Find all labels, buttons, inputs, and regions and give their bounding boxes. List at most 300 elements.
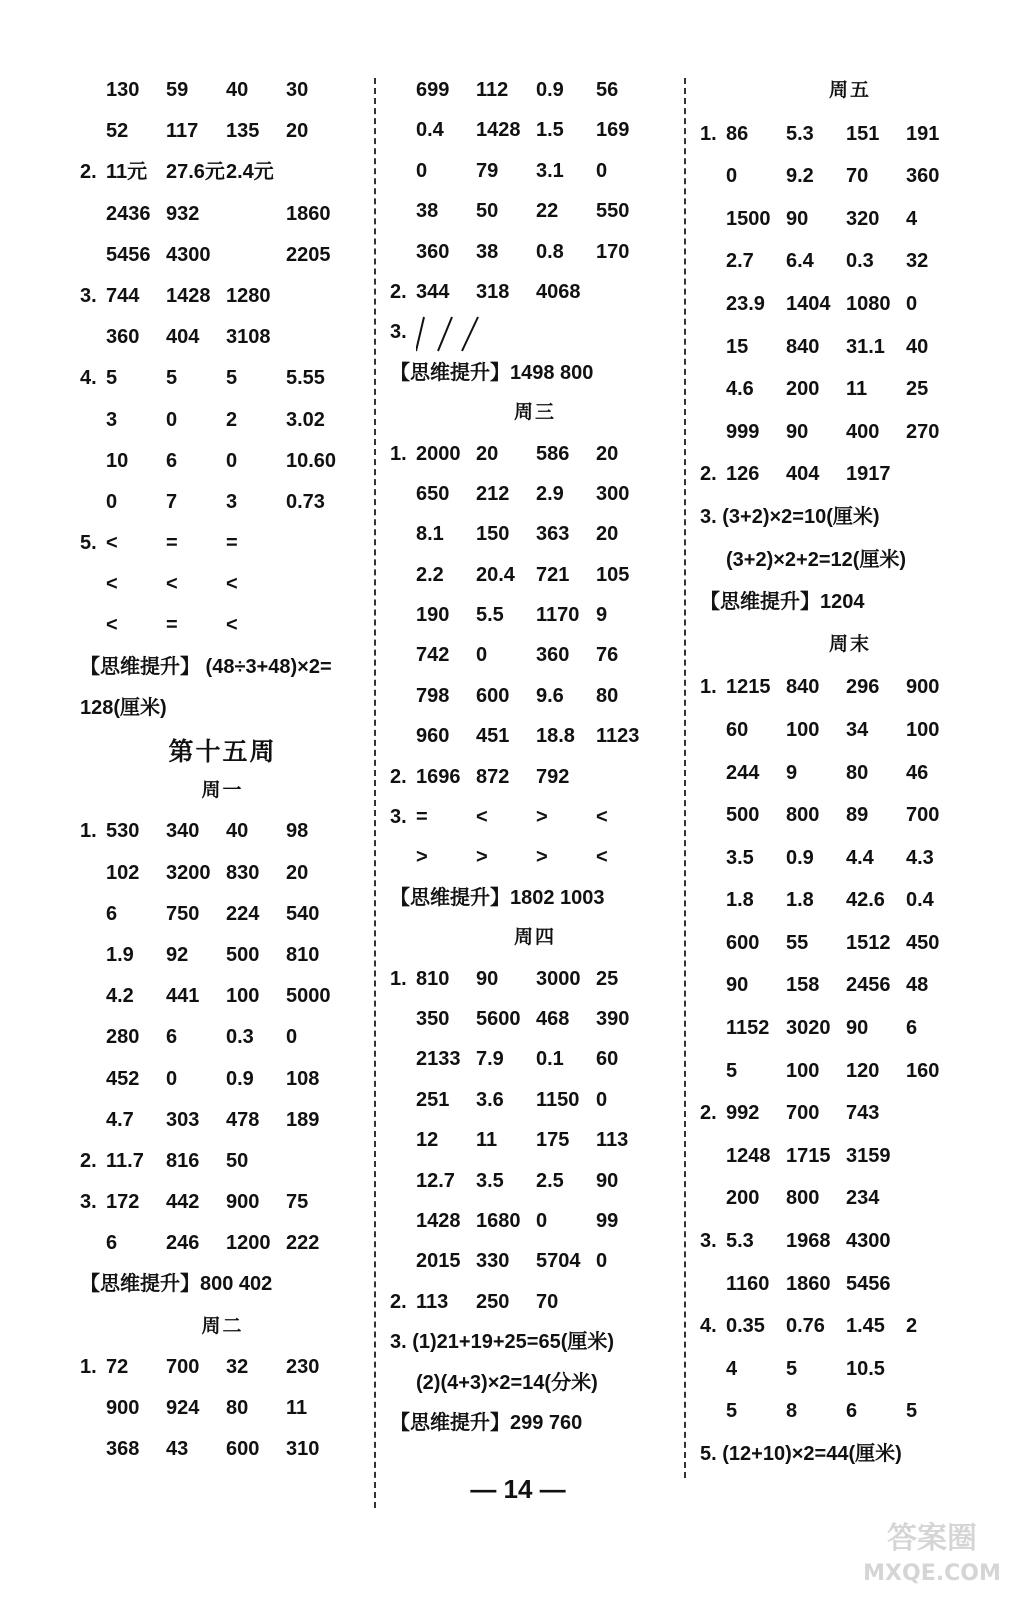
answer-value: 251 (416, 1088, 450, 1111)
answer-value: 0 (726, 165, 738, 188)
answer-value: 744 (106, 284, 140, 307)
answer-value: 60 (726, 718, 749, 741)
answer-row (700, 368, 1000, 411)
answer-value: 230 (286, 1355, 320, 1378)
answer-value: 1428 (476, 119, 521, 142)
answer-value: 3.5 (476, 1169, 504, 1192)
question-number: 4. (700, 1315, 717, 1338)
answer-value: 600 (476, 684, 510, 707)
answer-value: 7 (166, 490, 178, 513)
answer-value: 38 (476, 240, 499, 263)
answer-value: 31.1 (846, 335, 885, 358)
answer-value: 1.5 (536, 119, 564, 142)
answer-row (80, 441, 365, 482)
answer-row (390, 676, 680, 716)
answer-row (700, 411, 1000, 454)
question-number: 2. (700, 463, 717, 486)
answer-row (700, 326, 1000, 369)
answer-value: = (166, 614, 178, 637)
sketch-line (462, 317, 478, 351)
answer-value: 0.3 (846, 250, 874, 273)
answer-value: 23.9 (726, 292, 765, 315)
answer-value: 120 (846, 1059, 880, 1082)
answer-text-line: 【思维提升】1802 1003 (390, 886, 605, 909)
answer-value: 3000 (536, 967, 581, 990)
answer-value: 11元 (106, 161, 148, 184)
answer-value: 800 (786, 1187, 820, 1210)
answer-value: 1150 (536, 1088, 580, 1111)
answer-row (700, 1263, 1000, 1306)
answer-value: 1500 (726, 207, 771, 230)
question-number: 1. (80, 1355, 97, 1378)
answer-value: < (476, 806, 488, 829)
answer-value: 10.5 (846, 1357, 885, 1380)
answer-value: 2456 (846, 974, 891, 997)
answer-value: 360 (106, 326, 140, 349)
answer-value: 992 (726, 1102, 760, 1125)
question-number: 2. (390, 1290, 407, 1313)
answer-value: 2.4元 (226, 161, 274, 184)
answer-value: 0 (476, 644, 488, 667)
answer-value: 5704 (536, 1250, 581, 1273)
answer-value: 320 (846, 207, 880, 230)
answer-value: 10 (106, 449, 129, 472)
answer-value: 1.8 (726, 889, 754, 912)
answer-value: 0 (166, 1067, 178, 1090)
answer-value: 56 (596, 79, 619, 101)
answer-value: 452 (106, 1067, 140, 1090)
question-number: 2. (80, 161, 97, 184)
answer-value: 98 (286, 820, 309, 843)
answer-value: 55 (786, 931, 809, 954)
answer-value: 0.9 (536, 79, 564, 101)
answer-value: 1680 (476, 1209, 521, 1232)
answer-value: 43 (166, 1438, 189, 1461)
answer-value: 1404 (786, 292, 831, 315)
answer-row (80, 358, 365, 399)
watermark-logo (842, 1510, 1022, 1590)
answer-value: < (596, 846, 608, 869)
answer-value: 2436 (106, 202, 151, 225)
answer-value: 344 (416, 280, 450, 303)
answer-row (80, 1100, 365, 1141)
answer-value: 0.4 (906, 889, 934, 912)
question-number: 3. (80, 284, 97, 307)
answer-value: 191 (906, 122, 940, 145)
answer-value: 830 (226, 861, 260, 884)
answer-value: 540 (286, 902, 320, 925)
answer-value: 6 (906, 1017, 918, 1040)
answer-value: < (596, 806, 608, 829)
answer-row (80, 1388, 365, 1429)
column-divider (374, 78, 376, 1508)
answer-value: 350 (416, 1007, 450, 1030)
answer-value: 900 (106, 1397, 140, 1419)
answer-text-line: 【思维提升】800 402 (80, 1273, 273, 1296)
answer-value: 9.6 (536, 684, 564, 707)
answer-row (390, 272, 680, 312)
answer-value: 586 (536, 442, 570, 465)
answer-row (80, 1141, 365, 1182)
answer-row (80, 853, 365, 894)
answer-row (390, 191, 680, 231)
answer-row (80, 564, 365, 605)
answer-value: 59 (166, 79, 189, 101)
answer-value: 12 (416, 1129, 439, 1152)
answer-value: 5 (166, 367, 178, 390)
answer-value: 0.4 (416, 119, 444, 142)
answer-row (700, 794, 1000, 837)
answer-row (80, 111, 365, 152)
answer-row (80, 935, 365, 976)
question-number: 1. (700, 676, 717, 699)
watermark-logo-text: 答案圈 (887, 1521, 977, 1556)
answer-text-line: 【思维提升】299 760 (390, 1411, 583, 1434)
answer-value: > (536, 846, 548, 869)
answer-value: 798 (416, 684, 450, 707)
answer-value: 303 (166, 1108, 200, 1131)
answer-value: 1170 (536, 604, 580, 627)
answer-value: 0.73 (286, 490, 325, 513)
answer-value: 810 (286, 943, 320, 966)
answer-row (700, 666, 1000, 709)
answer-value: 5 (786, 1357, 798, 1380)
day-heading: 周末 (828, 633, 871, 655)
answer-value: > (416, 846, 428, 869)
answer-value: > (476, 846, 488, 869)
answer-value: 1860 (286, 202, 331, 225)
answer-value: 90 (596, 1169, 619, 1192)
answer-value: 4300 (166, 243, 211, 266)
answer-value: 2 (906, 1315, 918, 1338)
answer-value: 1248 (726, 1144, 771, 1167)
answer-value: 11 (286, 1397, 308, 1419)
answer-row (700, 283, 1000, 326)
answer-value: 76 (596, 644, 619, 667)
answer-value: < (106, 614, 118, 637)
answer-value: 390 (596, 1007, 630, 1030)
answer-value: 550 (596, 200, 630, 223)
question-number: 1. (390, 442, 407, 465)
answer-value: 20 (286, 120, 309, 143)
answer-value: 112 (476, 79, 509, 101)
answer-value: 189 (286, 1108, 320, 1131)
answer-row (390, 70, 680, 110)
answer-row (80, 194, 365, 235)
answer-row (80, 1017, 365, 1058)
answer-value: 224 (226, 902, 260, 925)
answer-row (390, 151, 680, 191)
answer-text-line: (2)(4+3)×2=14(分米) (416, 1371, 598, 1394)
answer-value: 1.45 (846, 1315, 885, 1338)
answer-column-left (80, 70, 365, 1470)
answer-value: 5 (106, 367, 118, 390)
answer-value: 1428 (416, 1209, 461, 1232)
answer-value: 451 (476, 725, 510, 748)
answer-value: 5456 (106, 243, 151, 266)
answer-value: 130 (106, 79, 140, 101)
answer-value: 9 (786, 761, 798, 784)
answer-value: 32 (226, 1355, 249, 1378)
answer-row (390, 1080, 680, 1120)
answer-value: 3.5 (726, 846, 754, 869)
answer-value: 5 (726, 1400, 738, 1423)
answer-value: 404 (786, 463, 820, 486)
answer-row (80, 811, 365, 852)
answer-value: = (226, 532, 238, 555)
answer-value: 20 (596, 442, 619, 465)
answer-row (390, 595, 680, 635)
answer-value: 79 (476, 159, 499, 182)
answer-value: > (536, 806, 548, 829)
answer-value: 10.60 (286, 449, 337, 472)
line-sketch-row (390, 312, 680, 352)
answer-value: 7.9 (476, 1048, 504, 1071)
answer-value: 150 (476, 523, 510, 546)
answer-row (700, 1007, 1000, 1050)
answer-value: 1715 (786, 1144, 831, 1167)
answer-value: 2.2 (416, 563, 444, 586)
answer-value: 840 (786, 676, 820, 699)
answer-value: < (226, 614, 238, 637)
answer-row (700, 1348, 1000, 1391)
answer-value: 52 (106, 120, 129, 143)
answer-value: 330 (476, 1250, 510, 1273)
answer-value: 80 (846, 761, 869, 784)
answer-value: 117 (166, 120, 199, 143)
answer-value: 872 (476, 765, 510, 788)
answer-value: 108 (286, 1067, 320, 1090)
answer-value: 92 (166, 943, 189, 966)
answer-value: 600 (226, 1438, 260, 1461)
line-sketch-figure (416, 311, 496, 355)
answer-value: 4.4 (846, 846, 874, 869)
question-number: 3. (390, 806, 407, 829)
answer-value: 5 (226, 367, 238, 390)
answer-row (700, 1092, 1000, 1135)
answer-value: 4.2 (106, 985, 134, 1008)
answer-value: 113 (416, 1290, 449, 1313)
answer-value: 300 (596, 482, 630, 505)
answer-value: 113 (596, 1129, 629, 1152)
answer-row (80, 894, 365, 935)
answer-value: 1968 (786, 1230, 831, 1253)
answer-row (700, 1135, 1000, 1178)
answer-value: 500 (226, 943, 260, 966)
answer-value: = (416, 806, 428, 829)
answer-value: 80 (596, 684, 619, 707)
answer-value: 70 (846, 165, 869, 188)
answer-value: 46 (906, 761, 929, 784)
sketch-line (416, 317, 424, 351)
answer-value: 60 (596, 1048, 619, 1071)
answer-value: 48 (906, 974, 929, 997)
answer-value: 810 (416, 967, 450, 990)
answer-value: 700 (906, 804, 940, 827)
answer-value: 90 (786, 420, 809, 443)
answer-value: 20 (476, 442, 499, 465)
answer-value: 270 (906, 420, 940, 443)
question-number: 1. (80, 820, 97, 843)
answer-row (700, 240, 1000, 283)
answer-value: 8 (786, 1400, 798, 1423)
answer-value: 8.1 (416, 523, 444, 546)
answer-value: 160 (906, 1059, 940, 1082)
answer-value: 1512 (846, 931, 891, 954)
answer-row (390, 232, 680, 272)
answer-row (390, 1282, 680, 1322)
answer-value: 0.76 (786, 1315, 825, 1338)
answer-value: 360 (536, 644, 570, 667)
answer-row (390, 757, 680, 797)
answer-value: 42.6 (846, 889, 885, 912)
answer-value: 700 (786, 1102, 820, 1125)
answer-value: 200 (786, 378, 820, 401)
answer-row (390, 959, 680, 999)
answer-value: 6 (166, 449, 178, 472)
answer-value: 6 (846, 1400, 858, 1423)
answer-value: 158 (786, 974, 820, 997)
answer-value: 816 (166, 1149, 200, 1172)
answer-row (700, 1177, 1000, 1220)
answer-row (700, 879, 1000, 922)
answer-value: < (166, 573, 178, 596)
answer-value: 6 (166, 1026, 178, 1049)
answer-value: 40 (226, 820, 249, 843)
answer-value: 40 (226, 79, 249, 101)
answer-row (80, 276, 365, 317)
answer-value: 90 (476, 967, 499, 990)
answer-value: 0.9 (226, 1067, 254, 1090)
answer-row (80, 1347, 365, 1388)
answer-value: < (106, 573, 118, 596)
answer-value: 932 (166, 202, 200, 225)
answer-value: 0.9 (786, 846, 814, 869)
answer-value: 340 (166, 820, 200, 843)
answer-value: 4.7 (106, 1108, 134, 1131)
answer-value: 280 (106, 1026, 140, 1049)
answer-value: 0 (536, 1209, 548, 1232)
answer-value: 742 (416, 644, 450, 667)
answer-value: 1280 (226, 284, 271, 307)
answer-row (700, 453, 1000, 496)
answer-value: 190 (416, 604, 450, 627)
answer-value: 90 (786, 207, 809, 230)
answer-value: 5.3 (786, 122, 814, 145)
day-heading: 周一 (201, 780, 244, 802)
answer-column-right (700, 70, 1000, 1476)
answer-value: 4 (726, 1357, 738, 1380)
day-heading: 周二 (201, 1315, 244, 1337)
question-number: 3. (700, 1230, 717, 1253)
answer-value: 0.1 (536, 1048, 564, 1071)
answer-row (390, 514, 680, 554)
answer-value: 100 (786, 1059, 820, 1082)
answer-value: 4300 (846, 1230, 891, 1253)
answer-value: 960 (416, 725, 450, 748)
day-heading: 周五 (828, 80, 871, 101)
answer-value: 600 (726, 931, 760, 954)
answer-value: 1123 (596, 725, 640, 748)
answer-text-line: 【思维提升】1498 800 (390, 361, 594, 384)
answer-value: 40 (906, 335, 929, 358)
week-heading: 第十五周 (168, 739, 277, 766)
answer-value: 468 (536, 1007, 570, 1030)
answer-value: 169 (596, 119, 630, 142)
answer-text-line: 3. (1)21+19+25=65(厘米) (390, 1331, 615, 1354)
answer-text-line: 3. (3+2)×2=10(厘米) (700, 505, 880, 528)
question-number: 2. (700, 1102, 717, 1125)
question-number: 1. (700, 122, 717, 145)
answer-row (390, 474, 680, 514)
column-divider (684, 78, 686, 1478)
answer-value: 175 (536, 1129, 570, 1152)
answer-value: 3.6 (476, 1088, 504, 1111)
answer-value: 296 (846, 676, 880, 699)
answer-value: 11 (476, 1129, 498, 1152)
answer-value: 3.1 (536, 159, 564, 182)
answer-value: 75 (286, 1191, 309, 1214)
answer-value: 250 (476, 1290, 510, 1313)
answer-row (700, 1050, 1000, 1093)
answer-value: 20 (596, 523, 619, 546)
answer-row (80, 1429, 365, 1470)
answer-row (390, 999, 680, 1039)
question-number: 3. (390, 321, 407, 344)
answer-row (700, 155, 1000, 198)
answer-value: 18.8 (536, 725, 575, 748)
answer-value: 924 (166, 1397, 200, 1419)
answer-row (80, 1059, 365, 1100)
answer-row (390, 635, 680, 675)
answer-value: 3159 (846, 1144, 891, 1167)
answer-value: 3020 (786, 1017, 831, 1040)
answer-row (390, 1201, 680, 1241)
answer-value: 90 (846, 1017, 869, 1040)
answer-row (390, 716, 680, 756)
answer-row (390, 797, 680, 837)
question-number: 2. (80, 1149, 97, 1172)
answer-value: 5.3 (726, 1230, 754, 1253)
answer-value: 151 (846, 122, 880, 145)
answer-value: 2.5 (536, 1169, 564, 1192)
answer-value: 234 (846, 1187, 880, 1210)
answer-value: 172 (106, 1191, 140, 1214)
answer-value: 100 (906, 718, 940, 741)
answer-value: 840 (786, 335, 820, 358)
answer-value: 90 (726, 974, 749, 997)
answer-value: 6 (106, 1232, 118, 1255)
day-heading: 周四 (513, 927, 556, 949)
answer-row (700, 1220, 1000, 1263)
answer-value: 246 (166, 1232, 200, 1255)
answer-value: 100 (226, 985, 260, 1008)
answer-row (390, 1161, 680, 1201)
answer-row (390, 555, 680, 595)
answer-value: 650 (416, 482, 450, 505)
answer-value: 400 (846, 420, 880, 443)
answer-value: 4.6 (726, 378, 754, 401)
answer-value: 50 (226, 1149, 249, 1172)
answer-value: 900 (226, 1191, 260, 1214)
answer-value: 750 (166, 902, 200, 925)
answer-value: 0 (226, 449, 238, 472)
answer-value: 1696 (416, 765, 461, 788)
answer-value: 404 (166, 326, 200, 349)
answer-value: 368 (106, 1438, 140, 1461)
page-number: — 14 — (470, 1474, 566, 1504)
answer-value: 3.02 (286, 408, 325, 431)
